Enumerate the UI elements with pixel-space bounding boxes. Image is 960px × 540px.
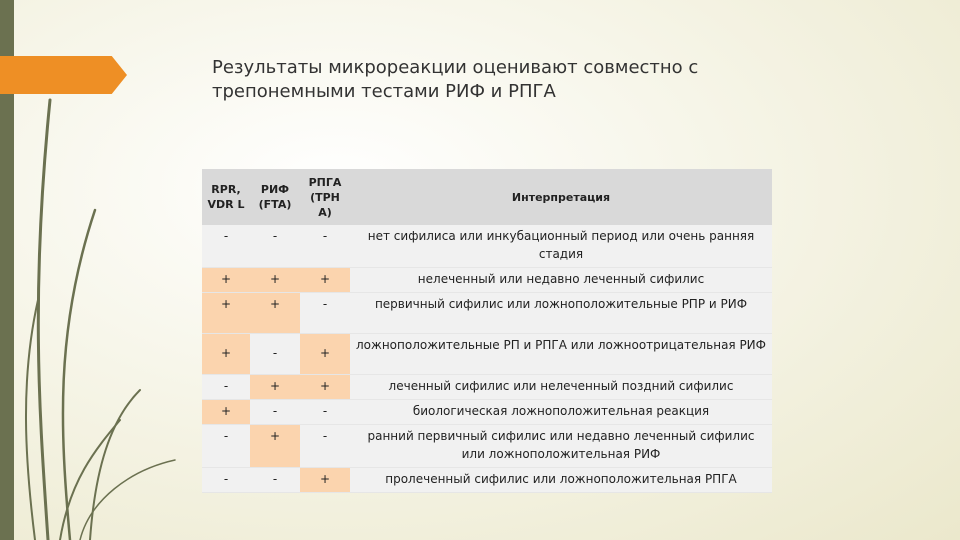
cell-fta: -	[250, 400, 300, 425]
cell-rpr: -	[202, 225, 250, 268]
cell-tpha: +	[300, 334, 350, 375]
cell-rpr: +	[202, 400, 250, 425]
cell-fta: +	[250, 268, 300, 293]
cell-tpha: -	[300, 225, 350, 268]
cell-fta: +	[250, 293, 300, 334]
cell-fta: -	[250, 468, 300, 493]
table-row	[202, 468, 772, 493]
cell-fta: +	[250, 375, 300, 400]
cell-tpha: -	[300, 425, 350, 468]
cell-interpretation: ранний первичный сифилис или недавно леченный сифилис или ложноположительная РИФ	[350, 425, 772, 468]
table-header-row	[202, 169, 772, 225]
cell-tpha: -	[300, 400, 350, 425]
cell-interpretation: ложноположительные РП и РПГА или ложноотрицательная РИФ	[350, 334, 772, 375]
cell-interpretation: леченный сифилис или нелеченный поздний сифилис	[350, 375, 772, 400]
cell-interpretation: первичный сифилис или ложноположительные РПР и РИФ	[350, 293, 772, 334]
table-row	[202, 334, 772, 375]
cell-fta: -	[250, 334, 300, 375]
cell-interpretation: нет сифилиса или инкубационный период или очень ранняя стадия	[350, 225, 772, 268]
slide-title: Результаты микрореакции оценивают совместно с трепонемными тестами РИФ и РПГА	[212, 57, 699, 102]
cell-interpretation: биологическая ложноположительная реакция	[350, 400, 772, 425]
cell-rpr: +	[202, 293, 250, 334]
header-rpr: RPR, VDR L	[202, 169, 250, 225]
cell-fta: +	[250, 425, 300, 468]
cell-tpha: +	[300, 268, 350, 293]
table-row	[202, 293, 772, 334]
cell-fta: -	[250, 225, 300, 268]
cell-rpr: -	[202, 375, 250, 400]
table-row	[202, 268, 772, 293]
cell-rpr: +	[202, 334, 250, 375]
table-row	[202, 375, 772, 400]
interpretation-table	[202, 169, 772, 493]
cell-rpr: -	[202, 468, 250, 493]
header-tpha: РПГА (ТРН А)	[300, 169, 350, 225]
cell-rpr: -	[202, 425, 250, 468]
cell-tpha: +	[300, 375, 350, 400]
table-row	[202, 425, 772, 468]
cell-interpretation: пролеченный сифилис или ложноположительная РПГА	[350, 468, 772, 493]
table-row	[202, 225, 772, 268]
cell-tpha: -	[300, 293, 350, 334]
orange-arrow-marker	[0, 56, 127, 94]
header-interpretation: Интерпретация	[350, 169, 772, 225]
header-fta: РИФ (FTA)	[250, 169, 300, 225]
table-row	[202, 400, 772, 425]
cell-rpr: +	[202, 268, 250, 293]
cell-interpretation: нелеченный или недавно леченный сифилис	[350, 268, 772, 293]
cell-tpha: +	[300, 468, 350, 493]
